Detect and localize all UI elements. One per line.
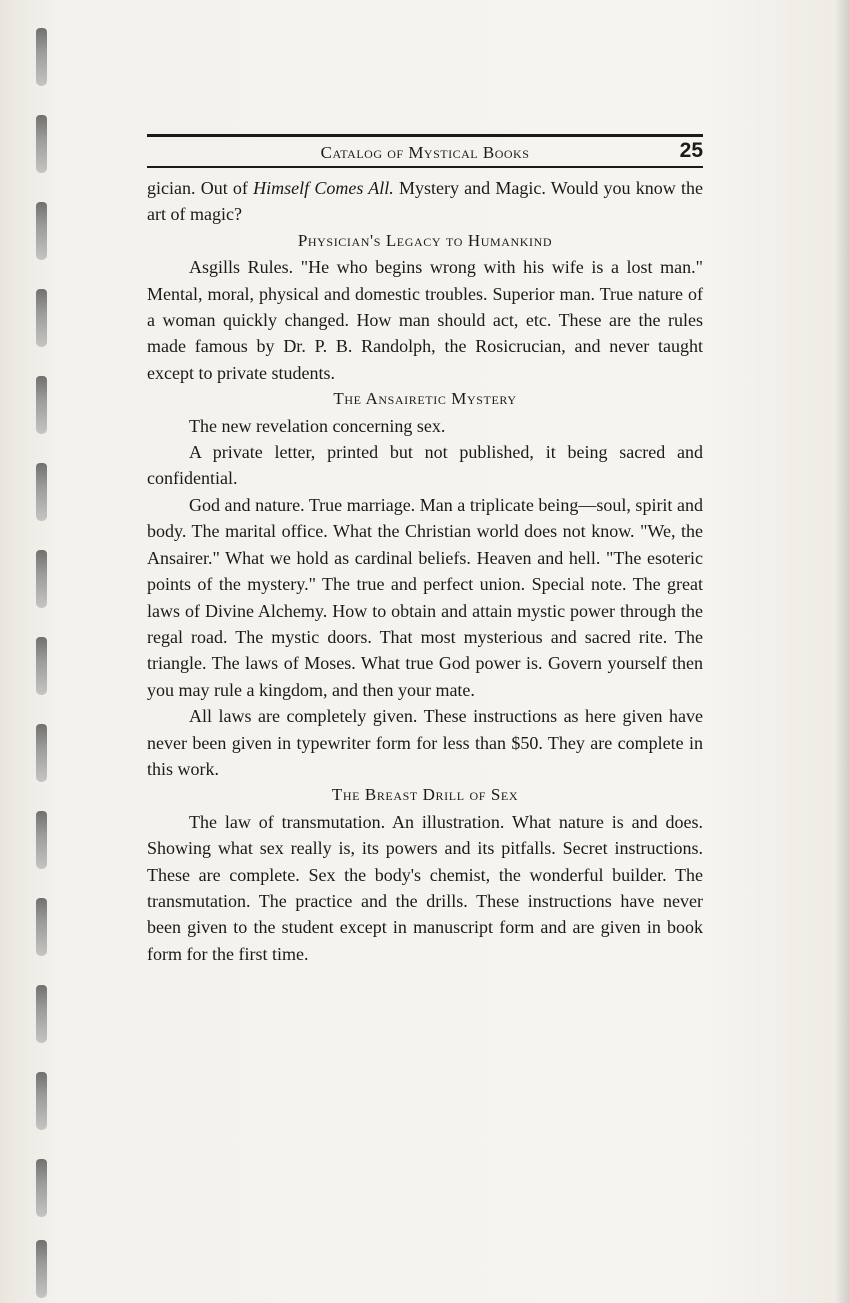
punch-hole xyxy=(36,724,47,782)
page-number: 25 xyxy=(679,139,703,162)
section-heading: The Breast Drill of Sex xyxy=(331,785,519,805)
paragraph: God and nature. True marriage. Man a triplicate being—soul, spirit and body. The marital office. What the Christian world does not know. "We, the Ansairer." What we hold as cardinal beliefs. Heaven and hell. "The esoteric points of the mystery." The true and perfect union. Special note. The great laws of Divine Alchemy. How to obtain and attain mystic power through the regal road. The mystic doors. That most mysterious and sacred rite. The triangle. The laws of Moses. What true God power is. Govern yourself then you may rule a kingdom, and then your mate. xyxy=(147,494,703,700)
punch-hole xyxy=(36,637,47,695)
punch-hole xyxy=(36,811,47,869)
punch-hole xyxy=(36,898,47,956)
book-title-italic: Himself Comes All. xyxy=(253,178,394,198)
text-run: Mystery and Magic. Would you know the art of magic? xyxy=(147,178,703,225)
paragraph: The new revelation concerning sex. xyxy=(189,415,446,436)
punch-hole xyxy=(36,202,47,260)
page-header xyxy=(147,134,703,170)
body-text xyxy=(147,175,703,967)
paragraph: All laws are completely given. These instructions as here given have never been given in typewriter form for less than $50. They are complete in this work. xyxy=(147,706,703,779)
header-rule-bottom xyxy=(147,166,703,168)
punch-hole xyxy=(36,376,47,434)
text-run: gician. Out of xyxy=(147,178,254,198)
paragraph: The law of transmutation. An illustration. What nature is and does. Showing what sex really is, its powers and its pitfalls. Secret instructions. These are complete. Sex the body's chemist, the wonderful builder. The transmutation. The practice and the drills. These instructions have never been given to the student except in manuscript form and are given in book form for the first time. xyxy=(147,811,703,964)
punch-hole xyxy=(36,1072,47,1130)
running-head: Catalog of Mystical Books xyxy=(320,143,530,162)
punch-hole xyxy=(36,985,47,1043)
punch-hole xyxy=(36,550,47,608)
section-heading: The Ansairetic Mystery xyxy=(333,389,517,409)
punch-hole xyxy=(36,463,47,521)
punch-hole xyxy=(36,1240,47,1298)
punch-hole xyxy=(36,289,47,347)
section-heading: Physician's Legacy to Humankind xyxy=(297,230,553,250)
paragraph: A private letter, printed but not published, it being sacred and confidential. xyxy=(147,442,703,489)
punch-hole xyxy=(36,115,47,173)
paragraph xyxy=(147,175,703,228)
punch-hole xyxy=(36,28,47,86)
header-rule-top xyxy=(147,134,703,137)
page-edge-shadow xyxy=(835,0,849,1303)
paragraph: Asgills Rules. "He who begins wrong with his wife is a lost man." Mental, moral, physical and domestic troubles. Superior man. True nature of a woman quickly changed. How man should act, etc. These are the rules made famous by Dr. P. B. Randolph, the Rosicrucian, and never taught except to private students. xyxy=(147,257,703,383)
punch-hole xyxy=(36,1159,47,1217)
